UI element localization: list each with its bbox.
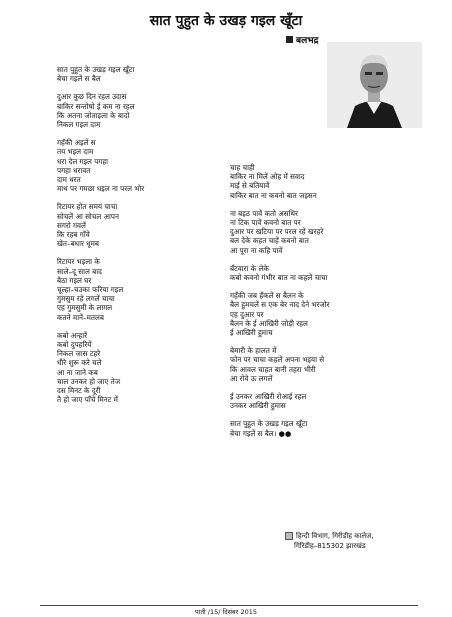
poem-line: बेमारी के हालत में [230, 346, 277, 356]
affiliation-line-1: हिन्दी विभाग, गिरीडीह कालेज, [296, 532, 374, 540]
poem-left-column [57, 65, 217, 414]
poem-line: दुआर पर खटिया पर परल रहें खरहरे [230, 227, 324, 237]
poem-line: धरा देल गइल पगहा [57, 156, 109, 166]
poem-stanza [57, 331, 217, 405]
poem-line: बैलन के ई आखिरी जोड़ी रहल [230, 318, 308, 328]
poem-line: दुआर कुछ दिन रहल उदास [57, 92, 127, 102]
poem-stanza [230, 346, 430, 383]
poem-line: सगरो गवलें [57, 220, 86, 230]
square-bullet-icon [285, 532, 293, 540]
poem-line: चूल्हा–चउका फरिया गइल [57, 285, 124, 295]
poem-line: कबो कवनो गंभीर बात ना कहलें चाचा [230, 273, 328, 283]
poem-stanza [230, 419, 430, 437]
poem-stanza [57, 65, 217, 83]
poem-line: चाह चाही [230, 163, 255, 172]
author-photo [327, 42, 422, 128]
poem-line: कि रहब गाँवे [57, 230, 90, 240]
poem-line: तय भइल दाम [57, 147, 94, 157]
poem-line: सात पुहुत के उखड़ गइल खूँटा [230, 419, 308, 429]
poem-line: आ रोवे ऊ लगलें [230, 373, 273, 383]
author-portrait-icon [327, 42, 422, 128]
poem-stanza [230, 209, 430, 255]
poem-line: उनकर आखिरी हुमास [230, 401, 286, 411]
poem-stanza [57, 138, 217, 193]
poem-line: बाकिर ना मिलें ओह में सवाद [230, 172, 305, 182]
affiliation-line-2: गिरिडीह–815302 झारखंड [294, 542, 366, 550]
poem-line: एह दुआर पर [230, 309, 264, 319]
poem-line: खेत–बधार धूमब [57, 239, 100, 249]
poem-line: कबो अन्हारें [57, 330, 88, 340]
poem-line: गहँकी जब हँकलें स बैलन के [230, 291, 304, 301]
poem-line: बल देके कहत चाहें कवनो बात [230, 236, 309, 246]
poem-stanza [230, 163, 430, 200]
poem-line: बैल हुमचलें स एक बेर नाद देने भरजोर [230, 300, 330, 310]
footer-divider [40, 605, 418, 606]
poem-line: बैठा गइल घर [57, 275, 92, 285]
author-byline [286, 33, 318, 46]
poem-line: साले–दू साल बाद [57, 266, 102, 276]
poem-line: कि आवल चाहत बानी तहरा भीरी [230, 364, 316, 374]
poem-right-column [230, 163, 430, 447]
poem-line: गहँकी अइलें स [57, 138, 96, 148]
poem-stanza [230, 291, 430, 337]
page-footer: पाती /15/ दिसंबर 2015 [194, 608, 258, 616]
poem-line: सात पुहुत के उखड़ गइल खूँटा [57, 65, 135, 74]
poem-line: कबो दुपहरियें [57, 340, 92, 350]
poem-title: सात पुहुत के उखड़ गइल खूँटा [149, 13, 303, 29]
poem-line: एह गुमसुमी के लागल [57, 303, 113, 313]
poem-line: कतने मानें–मतलब [57, 312, 105, 322]
poem-line: सोचलें आ सोचल आपन [57, 211, 119, 221]
poem-line: निकल गइल दाम [57, 120, 101, 130]
poem-stanza [57, 202, 217, 248]
poem-line: बेचा गइलें स बैल [57, 74, 101, 84]
poem-line: ई आखिरी हुमाच [230, 328, 273, 338]
poem-line: रिटायर होत समय चाचा [57, 202, 118, 212]
poem-stanza [57, 257, 217, 321]
poem-line: दाम धरत [57, 175, 81, 185]
poem-line: निकल जास टहरे [57, 349, 101, 359]
poem-line: गुमसुम रहे लगलें चाचा [57, 294, 115, 304]
poem-line: धीरे शुरू करे चले [57, 358, 102, 368]
poem-line: पगहा धरावत [57, 165, 91, 175]
poem-line: तै हो जाए पाँचे मिनट में [57, 395, 118, 405]
poem-stanza [230, 392, 430, 410]
author-affiliation [285, 531, 374, 551]
poem-line: कि अतना जोताइला के बादो [57, 110, 130, 120]
poem-line: बाकिर बात ना कवनो बात जइसन [230, 190, 317, 200]
poem-line: माई से बतियावें [230, 181, 270, 191]
poem-line: बँटवारा के लेके [230, 263, 269, 273]
poem-line: आ ना जाने कब [57, 367, 98, 377]
poem-line: ना टिक पावें कवनो बात पर [230, 218, 301, 228]
poem-line: बाकिर सन्तोषो ई कम ना रहल [57, 101, 135, 111]
pen-icon [286, 36, 293, 43]
poem-line: आ पूरा ना कहि पावें [230, 245, 283, 255]
author-name: बलभद्र [296, 36, 319, 46]
poem-stanza [230, 264, 430, 282]
poem-line: फोन पर चाचा कहलें अपना भइया से [230, 355, 325, 365]
poem-line: ई उनकर आखिरी रोआई रहल [230, 392, 307, 402]
poem-stanza [57, 92, 217, 129]
poem-line: दस मिनट के दूरी [57, 386, 101, 396]
poem-line: ना बइठ पावें कतो असथिर [230, 208, 298, 218]
poem-line: चाल उनकर हो जाए तेज [57, 376, 121, 386]
poem-line: रिटायर भइला के [57, 257, 100, 267]
poem-line: बेचा गइलें स बैल। ●● [230, 428, 292, 438]
poem-line: माथ पर गमछा धइल ना परल भोर [57, 184, 145, 194]
